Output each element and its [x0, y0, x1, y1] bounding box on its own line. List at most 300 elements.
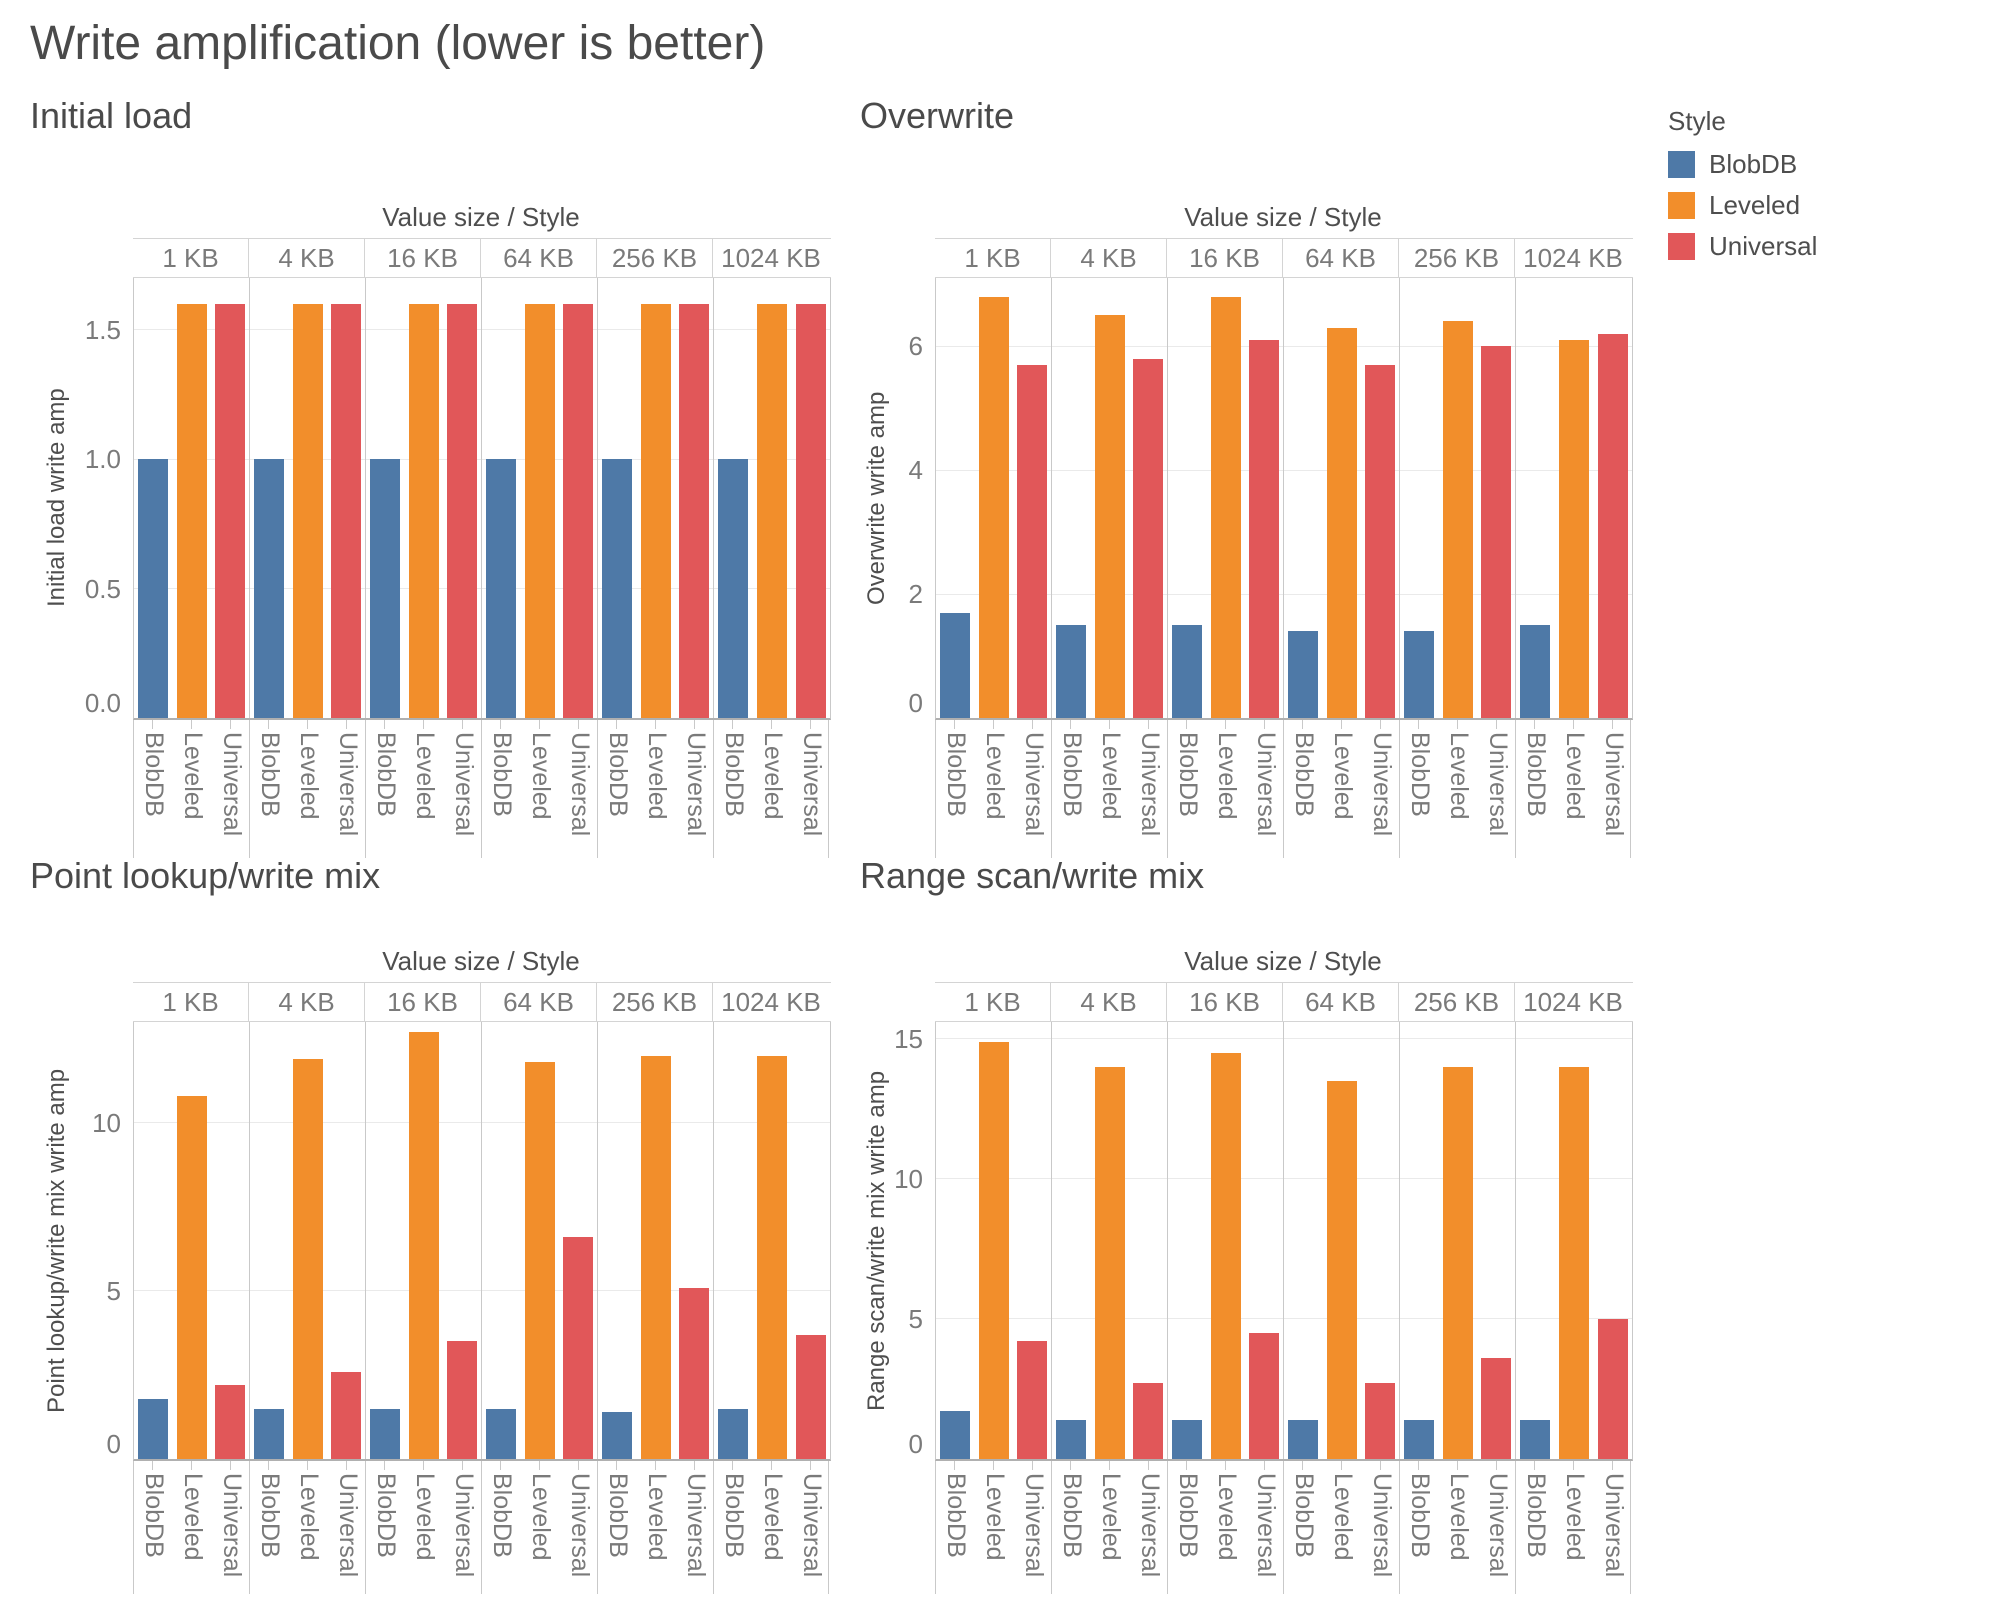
category-label-blobdb: BlobDB — [1058, 1473, 1086, 1558]
category-label-blobdb: BlobDB — [1290, 1473, 1318, 1558]
plot-pane — [935, 1022, 1633, 1461]
bar-universal-1-kb[interactable] — [1017, 1341, 1047, 1459]
category-tick — [500, 1461, 501, 1470]
category-label-blobdb: BlobDB — [1522, 732, 1550, 817]
bar-universal-1-kb[interactable] — [215, 1385, 245, 1459]
bar-blobdb-1-kb[interactable] — [940, 613, 970, 718]
bar-universal-4-kb[interactable] — [1133, 359, 1163, 718]
category-tick — [1534, 1461, 1535, 1470]
y-tick-label: 4 — [908, 455, 923, 486]
category-tick — [993, 1461, 994, 1470]
bar-universal-1024-kb[interactable] — [796, 1335, 826, 1459]
group-separator — [1051, 720, 1052, 858]
value-size-column — [482, 278, 598, 718]
page-title: Write amplification (lower is better) — [30, 17, 766, 70]
value-size-header: 1 KB — [935, 983, 1051, 1021]
group-separator — [1283, 720, 1284, 858]
category-tick — [1032, 720, 1033, 729]
value-size-column — [1516, 1022, 1632, 1459]
group-separator — [828, 1461, 829, 1594]
value-size-column — [1168, 1022, 1284, 1459]
category-tick — [1264, 1461, 1265, 1470]
bar-leveled-64-kb[interactable] — [525, 1062, 555, 1459]
value-size-header: 64 KB — [481, 983, 597, 1021]
value-size-column — [1052, 1022, 1168, 1459]
y-tick-label: 10 — [894, 1163, 923, 1194]
chart-initial-load — [30, 95, 831, 868]
bar-universal-64-kb[interactable] — [563, 1237, 593, 1459]
category-tick — [1418, 1461, 1419, 1470]
legend-swatch-icon — [1668, 151, 1695, 178]
bar-blobdb-256-kb[interactable] — [1404, 1420, 1434, 1459]
category-tick — [694, 1461, 695, 1470]
bar-universal-16-kb[interactable] — [1249, 340, 1279, 718]
category-label-blobdb: BlobDB — [488, 732, 516, 817]
bar-leveled-64-kb[interactable] — [1327, 328, 1357, 718]
value-size-header: 1024 KB — [1523, 242, 1623, 273]
category-label-leveled: Leveled — [1329, 1473, 1357, 1561]
bar-leveled-16-kb[interactable] — [409, 1032, 439, 1459]
category-tick — [1148, 720, 1149, 729]
category-tick — [616, 1461, 617, 1470]
category-label-universal: Universal — [1368, 732, 1396, 837]
category-tick — [1612, 720, 1613, 729]
category-label-universal: Universal — [1368, 1473, 1396, 1578]
bar-leveled-256-kb[interactable] — [1443, 321, 1473, 718]
category-tick — [152, 720, 153, 729]
category-tick — [732, 1461, 733, 1470]
bar-leveled-1-kb[interactable] — [177, 1096, 207, 1459]
y-axis-title: Range scan/write mix write amp — [863, 1070, 890, 1411]
category-tick — [732, 720, 733, 729]
category-tick — [1457, 1461, 1458, 1470]
bar-leveled-16-kb[interactable] — [409, 304, 439, 718]
category-label-universal: Universal — [334, 732, 362, 837]
value-size-header: 256 KB — [1399, 239, 1515, 277]
category-label-universal: Universal — [566, 732, 594, 837]
bar-blobdb-1024-kb[interactable] — [718, 459, 748, 718]
category-label-blobdb: BlobDB — [1406, 1473, 1434, 1558]
category-tick — [578, 1461, 579, 1470]
bar-leveled-64-kb[interactable] — [525, 304, 555, 718]
bar-universal-4-kb[interactable] — [1133, 1383, 1163, 1459]
category-tick — [993, 720, 994, 729]
bar-blobdb-16-kb[interactable] — [370, 459, 400, 718]
bar-leveled-1024-kb[interactable] — [1559, 340, 1589, 718]
category-label-area — [935, 1461, 1631, 1600]
bar-leveled-4-kb[interactable] — [1095, 315, 1125, 718]
category-label-leveled: Leveled — [1097, 732, 1125, 820]
category-label-universal: Universal — [682, 732, 710, 837]
category-tick — [578, 720, 579, 729]
group-separator — [365, 1461, 366, 1594]
bar-blobdb-1024-kb[interactable] — [1520, 1420, 1550, 1459]
bar-blobdb-1024-kb[interactable] — [1520, 625, 1550, 718]
category-label-leveled: Leveled — [643, 732, 671, 820]
category-label-universal: Universal — [450, 732, 478, 837]
value-size-header: 4 KB — [1051, 983, 1167, 1021]
bar-blobdb-16-kb[interactable] — [370, 1409, 400, 1459]
bar-blobdb-1-kb[interactable] — [138, 459, 168, 718]
value-size-column — [482, 1022, 598, 1459]
value-size-column — [1400, 278, 1516, 718]
value-size-header-row — [935, 238, 1633, 278]
category-tick — [1341, 1461, 1342, 1470]
category-tick — [1225, 1461, 1226, 1470]
group-separator — [1167, 1461, 1168, 1594]
category-label-blobdb: BlobDB — [604, 1473, 632, 1558]
category-label-universal: Universal — [1136, 732, 1164, 837]
value-size-column — [598, 278, 714, 718]
legend-items — [1668, 151, 1817, 260]
category-label-leveled: Leveled — [295, 1473, 323, 1561]
category-tick — [1573, 720, 1574, 729]
category-label-leveled: Leveled — [179, 732, 207, 820]
bar-blobdb-4-kb[interactable] — [254, 459, 284, 718]
category-tick — [1380, 720, 1381, 729]
value-size-column — [714, 1022, 830, 1459]
category-label-area — [133, 720, 829, 870]
group-separator — [935, 720, 936, 858]
bar-leveled-16-kb[interactable] — [1211, 297, 1241, 718]
category-label-leveled: Leveled — [179, 1473, 207, 1561]
category-label-universal: Universal — [1600, 1473, 1628, 1578]
value-size-header: 64 KB — [1283, 983, 1399, 1021]
category-tick — [462, 720, 463, 729]
facet-header-label: Value size / Style — [1184, 946, 1382, 976]
category-label-blobdb: BlobDB — [604, 732, 632, 817]
category-tick — [1302, 1461, 1303, 1470]
group-separator — [1630, 720, 1631, 858]
category-tick — [191, 1461, 192, 1470]
category-label-universal: Universal — [1484, 732, 1512, 837]
category-label-leveled: Leveled — [1097, 1473, 1125, 1561]
category-label-leveled: Leveled — [527, 1473, 555, 1561]
category-label-leveled: Leveled — [1445, 1473, 1473, 1561]
bar-blobdb-4-kb[interactable] — [1056, 625, 1086, 718]
category-label-blobdb: BlobDB — [1174, 1473, 1202, 1558]
category-label-universal: Universal — [334, 1473, 362, 1578]
bar-blobdb-256-kb[interactable] — [602, 459, 632, 718]
y-tick-label: 0 — [908, 1429, 923, 1459]
category-tick — [307, 1461, 308, 1470]
category-tick — [954, 720, 955, 729]
bar-leveled-256-kb[interactable] — [1443, 1067, 1473, 1459]
category-label-leveled: Leveled — [1329, 732, 1357, 820]
category-label-blobdb: BlobDB — [720, 1473, 748, 1558]
value-size-header: 256 KB — [597, 239, 713, 277]
category-tick — [539, 720, 540, 729]
group-separator — [1051, 1461, 1052, 1594]
group-separator — [828, 720, 829, 858]
chart-title: Range scan/write mix — [860, 855, 1205, 896]
y-tick-label: 0 — [908, 688, 923, 718]
legend-title: Style — [1668, 106, 1726, 136]
y-tick-label: 5 — [908, 1303, 923, 1334]
category-label-universal: Universal — [218, 1473, 246, 1578]
bar-blobdb-4-kb[interactable] — [254, 1409, 284, 1459]
category-label-blobdb: BlobDB — [372, 1473, 400, 1558]
category-tick — [1418, 720, 1419, 729]
bar-universal-1-kb[interactable] — [215, 304, 245, 718]
category-label-universal: Universal — [1484, 1473, 1512, 1578]
chart-point-lookup-write-mix — [30, 855, 831, 1600]
category-label-leveled: Leveled — [411, 1473, 439, 1561]
bar-leveled-256-kb[interactable] — [641, 1056, 671, 1459]
value-size-header: 16 KB — [1167, 239, 1283, 277]
bar-leveled-1-kb[interactable] — [979, 297, 1009, 718]
category-tick — [694, 720, 695, 729]
chart-title: Initial load — [30, 95, 193, 136]
value-size-column — [1400, 1022, 1516, 1459]
y-tick-label: 0 — [106, 1429, 121, 1459]
y-tick-label: 1.5 — [84, 314, 121, 345]
category-tick — [307, 720, 308, 729]
group-separator — [597, 1461, 598, 1594]
bar-universal-1024-kb[interactable] — [796, 304, 826, 718]
legend-item-leveled[interactable] — [1668, 192, 1817, 219]
category-tick — [616, 720, 617, 729]
category-tick — [771, 1461, 772, 1470]
y-axis-title: Overwrite write amp — [863, 391, 890, 605]
value-size-header: 1024 KB — [721, 242, 821, 273]
group-separator — [1399, 1461, 1400, 1594]
value-size-column — [250, 278, 366, 718]
group-separator — [365, 720, 366, 858]
category-tick — [1032, 1461, 1033, 1470]
y-tick-label: 0.5 — [84, 573, 121, 604]
y-tick-label: 2 — [908, 579, 923, 610]
group-separator — [133, 720, 134, 858]
category-tick — [1496, 720, 1497, 729]
group-separator — [1515, 720, 1516, 858]
value-size-column — [598, 1022, 714, 1459]
y-tick-label: 6 — [908, 331, 923, 362]
category-label-leveled: Leveled — [759, 732, 787, 820]
category-tick — [1496, 1461, 1497, 1470]
category-label-blobdb: BlobDB — [488, 1473, 516, 1558]
category-tick — [152, 1461, 153, 1470]
bar-blobdb-256-kb[interactable] — [1404, 631, 1434, 718]
bar-universal-256-kb[interactable] — [679, 1288, 709, 1459]
legend-swatch-icon — [1668, 192, 1695, 219]
bar-universal-1-kb[interactable] — [1017, 365, 1047, 718]
y-tick-label: 10 — [92, 1107, 121, 1138]
bar-blobdb-16-kb[interactable] — [1172, 625, 1202, 718]
bar-universal-4-kb[interactable] — [331, 304, 361, 718]
category-label-blobdb: BlobDB — [140, 1473, 168, 1558]
category-label-leveled: Leveled — [1561, 732, 1589, 820]
group-separator — [133, 1461, 134, 1594]
bar-universal-16-kb[interactable] — [1249, 1333, 1279, 1459]
category-tick — [1341, 720, 1342, 729]
bar-leveled-1024-kb[interactable] — [757, 1056, 787, 1459]
bar-leveled-1-kb[interactable] — [979, 1042, 1009, 1459]
bar-leveled-16-kb[interactable] — [1211, 1053, 1241, 1459]
category-tick — [810, 720, 811, 729]
bar-blobdb-4-kb[interactable] — [1056, 1420, 1086, 1459]
category-tick — [1109, 1461, 1110, 1470]
value-size-header: 256 KB — [597, 983, 713, 1021]
category-tick — [1612, 1461, 1613, 1470]
category-tick — [1457, 720, 1458, 729]
bar-universal-16-kb[interactable] — [447, 1341, 477, 1459]
category-tick — [1302, 720, 1303, 729]
bar-universal-4-kb[interactable] — [331, 1372, 361, 1459]
bar-blobdb-1-kb[interactable] — [138, 1399, 168, 1460]
category-label-universal: Universal — [450, 1473, 478, 1578]
category-label-blobdb: BlobDB — [942, 732, 970, 817]
value-size-column — [1284, 278, 1400, 718]
value-size-header: 16 KB — [1167, 983, 1283, 1021]
bar-leveled-64-kb[interactable] — [1327, 1081, 1357, 1459]
value-size-header: 1 KB — [935, 239, 1051, 277]
group-separator — [1283, 1461, 1284, 1594]
group-separator — [481, 720, 482, 858]
bar-universal-256-kb[interactable] — [1481, 1358, 1511, 1459]
category-label-leveled: Leveled — [1561, 1473, 1589, 1561]
bar-blobdb-1-kb[interactable] — [940, 1411, 970, 1459]
bar-blobdb-16-kb[interactable] — [1172, 1420, 1202, 1459]
category-label-leveled: Leveled — [527, 732, 555, 820]
value-size-column — [1516, 278, 1632, 718]
y-tick-label: 1.0 — [84, 444, 121, 475]
value-size-column — [936, 278, 1052, 718]
group-separator — [481, 1461, 482, 1594]
category-label-area — [133, 1461, 829, 1600]
bar-universal-64-kb[interactable] — [1365, 365, 1395, 718]
bar-blobdb-64-kb[interactable] — [486, 1409, 516, 1459]
bar-universal-1024-kb[interactable] — [1598, 334, 1628, 718]
category-label-blobdb: BlobDB — [372, 732, 400, 817]
category-tick — [1380, 1461, 1381, 1470]
category-tick — [810, 1461, 811, 1470]
bar-blobdb-1024-kb[interactable] — [718, 1409, 748, 1459]
value-size-column — [134, 278, 250, 718]
category-label-leveled: Leveled — [1445, 732, 1473, 820]
value-size-header: 16 KB — [365, 983, 481, 1021]
y-axis-title: Initial load write amp — [43, 388, 70, 608]
category-label-blobdb: BlobDB — [720, 732, 748, 817]
legend-item-blobdb[interactable] — [1668, 151, 1817, 178]
chart-range-scan-write-mix — [860, 855, 1633, 1600]
category-label-blobdb: BlobDB — [1290, 732, 1318, 817]
value-size-header: 1 KB — [133, 983, 249, 1021]
facet-header-label: Value size / Style — [382, 946, 580, 976]
bar-blobdb-64-kb[interactable] — [1288, 1420, 1318, 1459]
category-label-universal: Universal — [1252, 1473, 1280, 1578]
bar-universal-1024-kb[interactable] — [1598, 1319, 1628, 1459]
category-label-universal: Universal — [218, 732, 246, 837]
value-size-column — [366, 1022, 482, 1459]
value-size-header-row — [935, 982, 1633, 1022]
value-size-column — [134, 1022, 250, 1459]
facet-header-label: Value size / Style — [382, 202, 580, 232]
value-size-header: 64 KB — [481, 239, 597, 277]
category-tick — [423, 1461, 424, 1470]
value-size-header: 256 KB — [1399, 983, 1515, 1021]
category-label-blobdb: BlobDB — [1174, 732, 1202, 817]
bar-blobdb-256-kb[interactable] — [602, 1412, 632, 1459]
plot-pane — [935, 278, 1633, 720]
chart-title: Point lookup/write mix — [30, 855, 381, 896]
category-label-leveled: Leveled — [295, 732, 323, 820]
category-label-blobdb: BlobDB — [256, 1473, 284, 1558]
category-label-universal: Universal — [1252, 732, 1280, 837]
legend-item-universal[interactable] — [1668, 233, 1817, 260]
group-separator — [1399, 720, 1400, 858]
category-tick — [230, 720, 231, 729]
bar-leveled-1024-kb[interactable] — [1559, 1067, 1589, 1459]
value-size-header: 4 KB — [249, 239, 365, 277]
category-label-universal: Universal — [1600, 732, 1628, 837]
bar-leveled-4-kb[interactable] — [1095, 1067, 1125, 1459]
category-tick — [1070, 1461, 1071, 1470]
category-tick — [1186, 720, 1187, 729]
bar-leveled-4-kb[interactable] — [293, 1059, 323, 1459]
category-tick — [1264, 720, 1265, 729]
facet-header-label: Value size / Style — [1184, 202, 1382, 232]
bar-universal-64-kb[interactable] — [563, 304, 593, 718]
group-separator — [597, 720, 598, 858]
value-size-header-row — [133, 982, 831, 1022]
category-label-leveled: Leveled — [981, 1473, 1009, 1561]
category-label-universal: Universal — [798, 732, 826, 837]
bar-universal-256-kb[interactable] — [1481, 346, 1511, 718]
category-tick — [539, 1461, 540, 1470]
legend-item-label: Universal — [1709, 231, 1818, 261]
category-label-leveled: Leveled — [1213, 1473, 1241, 1561]
value-size-column — [250, 1022, 366, 1459]
category-tick — [268, 720, 269, 729]
bar-blobdb-64-kb[interactable] — [1288, 631, 1318, 718]
bar-universal-64-kb[interactable] — [1365, 1383, 1395, 1459]
value-size-column — [714, 278, 830, 718]
category-tick — [1225, 720, 1226, 729]
bar-leveled-4-kb[interactable] — [293, 304, 323, 718]
bar-blobdb-64-kb[interactable] — [486, 459, 516, 718]
category-label-area — [935, 720, 1631, 870]
value-size-header: 1024 KB — [721, 986, 821, 1017]
category-tick — [346, 1461, 347, 1470]
chart-title: Overwrite — [860, 95, 1015, 136]
category-label-blobdb: BlobDB — [256, 732, 284, 817]
group-separator — [713, 720, 714, 858]
value-size-header: 1 KB — [133, 239, 249, 277]
group-separator — [935, 1461, 936, 1594]
category-tick — [655, 1461, 656, 1470]
group-separator — [249, 720, 250, 858]
bar-leveled-1024-kb[interactable] — [757, 304, 787, 718]
y-tick-label: 5 — [106, 1275, 121, 1306]
category-label-blobdb: BlobDB — [140, 732, 168, 817]
bar-universal-256-kb[interactable] — [679, 304, 709, 718]
category-tick — [771, 720, 772, 729]
bar-leveled-256-kb[interactable] — [641, 304, 671, 718]
bar-leveled-1-kb[interactable] — [177, 304, 207, 718]
bar-universal-16-kb[interactable] — [447, 304, 477, 718]
category-label-leveled: Leveled — [643, 1473, 671, 1561]
category-label-leveled: Leveled — [981, 732, 1009, 820]
category-label-universal: Universal — [1020, 1473, 1048, 1578]
category-label-blobdb: BlobDB — [942, 1473, 970, 1558]
value-size-column — [366, 278, 482, 718]
plot-pane — [133, 1022, 831, 1461]
plot-pane — [133, 278, 831, 720]
category-tick — [1148, 1461, 1149, 1470]
category-tick — [1070, 720, 1071, 729]
value-size-column — [1284, 1022, 1400, 1459]
